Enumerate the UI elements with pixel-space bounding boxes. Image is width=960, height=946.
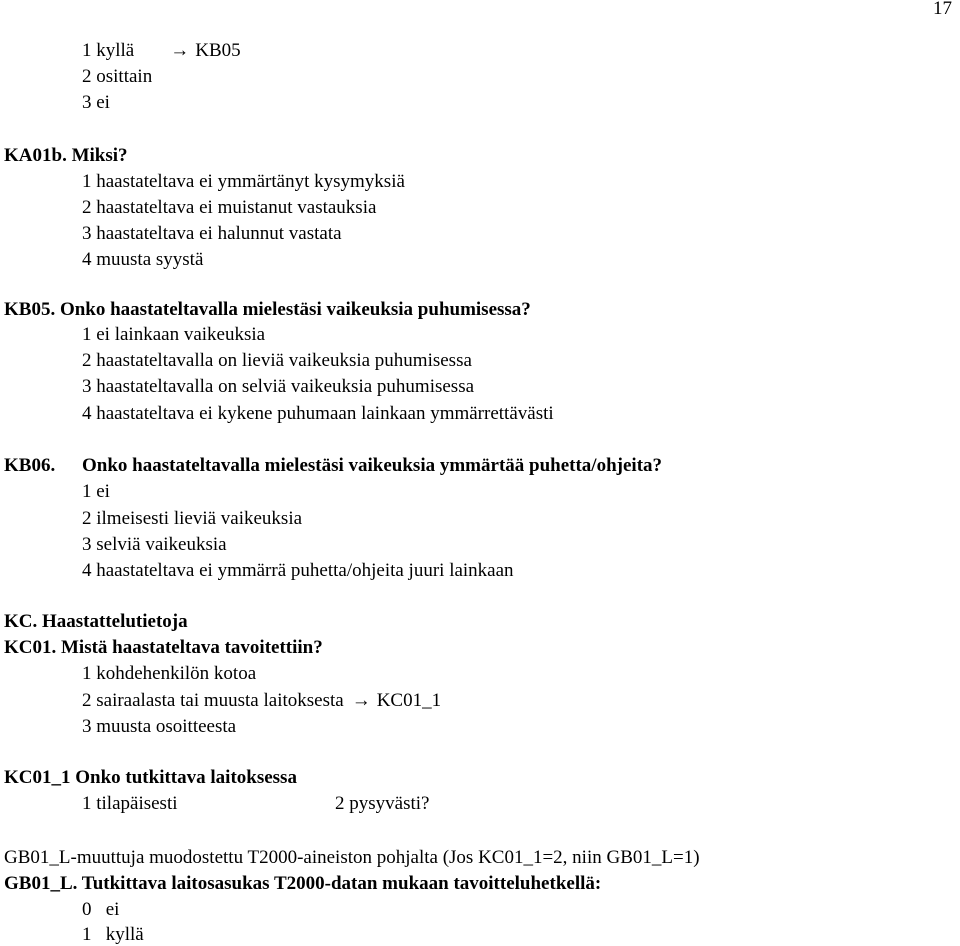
option-label: 2 haastateltava ei muistanut vastauksia — [82, 197, 377, 218]
option-label: 3 muusta osoitteesta — [82, 716, 237, 737]
question-code: KB06. — [4, 455, 56, 476]
option-label: 3 selviä vaikeuksia — [82, 534, 227, 555]
option-label: 1 kyllä — [82, 924, 144, 945]
option-label: 1 haastateltava ei ymmärtänyt kysymyksiä — [82, 171, 405, 192]
option-label: 2 ilmeisesti lieviä vaikeuksia — [82, 508, 303, 529]
option-row — [82, 690, 441, 712]
option-label: 4 haastateltava ei ymmärrä puhetta/ohjeita juuri lainkaan — [82, 560, 514, 581]
question-title: GB01_L. Tutkittava laitosasukas T2000-datan mukaan tavoitteluhetkellä: — [4, 873, 602, 894]
question-title: KC01_1 Onko tutkittava laitoksessa — [4, 767, 297, 788]
question-title: KC01. Mistä haastateltava tavoitettiin? — [4, 637, 323, 658]
option-label: 3 haastateltavalla on selviä vaikeuksia puhumisessa — [82, 376, 475, 397]
option-row — [82, 40, 241, 62]
section-title: KC. Haastattelutietoja — [4, 611, 188, 632]
option-label: 2 osittain — [82, 66, 153, 87]
question-title: KB05. Onko haastateltavalla mielestäsi vaikeuksia puhumisessa? — [4, 299, 531, 320]
option-label: 1 kyllä — [82, 40, 135, 61]
option-label: 1 kohdehenkilön kotoa — [82, 663, 257, 684]
option-label: 0 ei — [82, 899, 120, 920]
option-label: 4 haastateltava ei kykene puhumaan lainkaan ymmärrettävästi — [82, 403, 554, 424]
option-label: 2 sairaalasta tai muusta laitoksesta — [82, 690, 344, 711]
skip-target: KC01_1 — [376, 690, 442, 711]
option-label: 3 haastateltava ei halunnut vastata — [82, 223, 342, 244]
question-title: KA01b. Miksi? — [4, 145, 128, 166]
option-label: 2 haastateltavalla on lieviä vaikeuksia puhumisessa — [82, 350, 472, 371]
arrow-right-icon: → — [170, 40, 190, 61]
question-text: Onko haastateltavalla mielestäsi vaikeuksia ymmärtää puhetta/ohjeita? — [82, 455, 663, 476]
option-label: 1 ei lainkaan vaikeuksia — [82, 324, 266, 345]
option-label: 1 ei — [82, 481, 110, 502]
page-number: 17 — [933, 0, 952, 19]
skip-target: KB05 — [195, 40, 241, 61]
option-label: 4 muusta syystä — [82, 249, 204, 270]
arrow-right-icon: → — [351, 690, 371, 711]
option-label: 2 pysyvästi? — [335, 793, 430, 814]
variable-note: GB01_L-muuttuja muodostettu T2000-aineiston pohjalta (Jos KC01_1=2, niin GB01_L=1) — [4, 847, 700, 868]
option-label: 1 tilapäisesti — [82, 793, 178, 814]
option-label: 3 ei — [82, 92, 110, 113]
